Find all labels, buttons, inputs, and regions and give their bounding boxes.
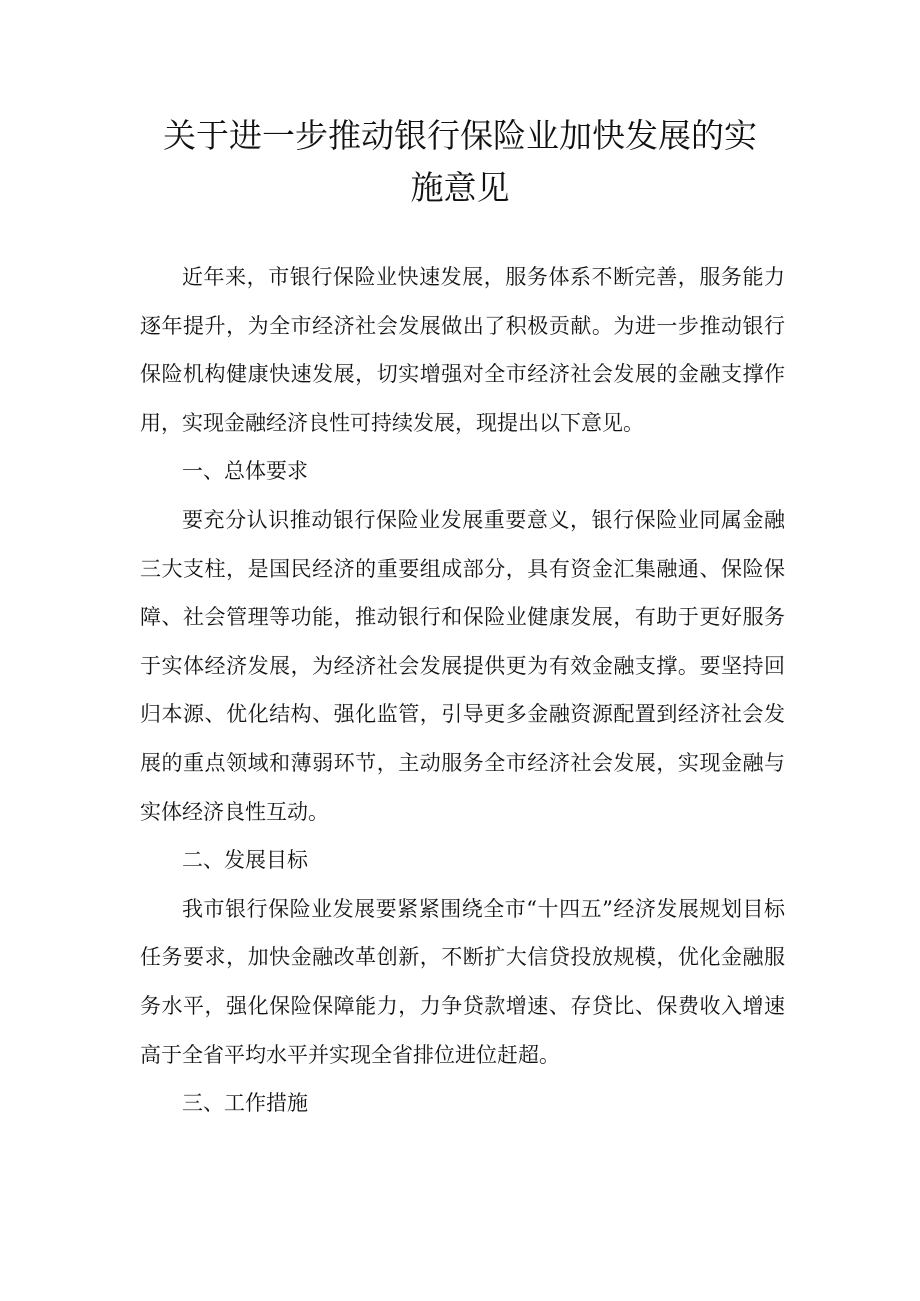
document-body xyxy=(140,253,785,1128)
section-heading-development-goals: 二、发展目标 xyxy=(182,848,308,873)
section-paragraph-development-goals: 我市银行保险业发展要紧紧围绕全市“十四五”经济发展规划目标任务要求，加快金融改革创新，不断扩大信贷投放规模，优化金融服务水平，强化保险保障能力，力争贷款增速、存贷比、保费收入增速高于全省平均水平并实现全省排位进位赶超。 xyxy=(140,896,785,1067)
section-paragraph-general-requirements: 要充分认识推动银行保险业发展重要意义，银行保险业同属金融三大支柱，是国民经济的重要组成部分，具有资金汇集融通、保险保障、社会管理等功能，推动银行和保险业健康发展，有助于更好服务于实体经济发展，为经济社会发展提供更为有效金融支撑。要坚持回归本源、优化结构、强化监管，引导更多金融资源配置到经济社会发展的重点领域和薄弱环节，主动服务全市经济社会发展，实现金融与实体经济良性互动。 xyxy=(140,507,785,824)
document-title xyxy=(140,110,780,214)
title-line-2: 施意见 xyxy=(410,168,510,207)
intro-paragraph: 近年来，市银行保险业快速发展，服务体系不断完善，服务能力逐年提升，为全市经济社会发展做出了积极贡献。为进一步推动银行保险机构健康快速发展，切实增强对全市经济社会发展的金融支撑作用，实现金融经济良性可持续发展，现提出以下意见。 xyxy=(140,265,785,435)
section-heading-general-requirements: 一、总体要求 xyxy=(182,459,308,484)
section-heading-work-measures: 三、工作措施 xyxy=(182,1091,308,1116)
title-line-1: 关于进一步推动银行保险业加快发展的实 xyxy=(163,116,757,155)
